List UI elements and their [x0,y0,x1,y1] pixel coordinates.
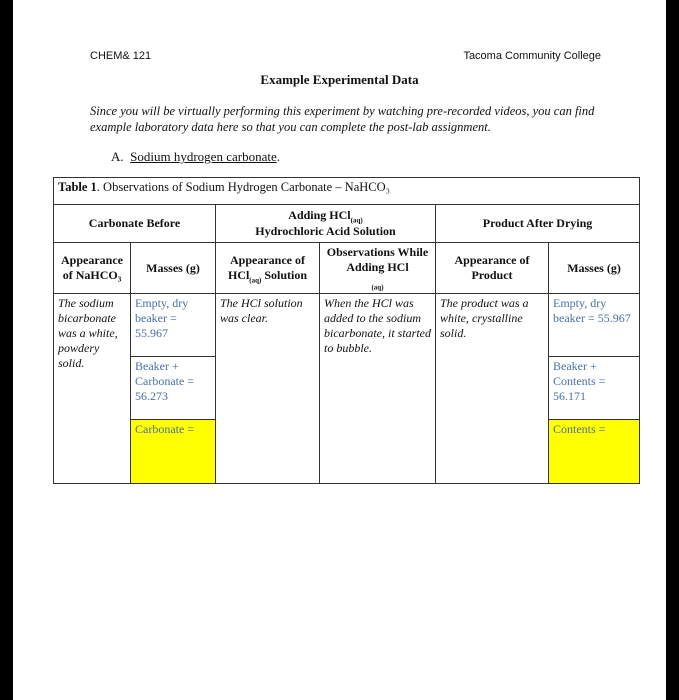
group-adding-hcl-line2: Hydrochloric Acid Solution [255,224,396,239]
page-title: Example Experimental Data [260,72,419,87]
cell-mass-beaker-contents: Beaker + Contents = 56.171 [549,357,640,420]
col-appearance-hcl [216,243,320,294]
cell-nahco3-appearance: The sodium bicarbonate was a white, powdery solid. [54,294,131,484]
section-heading [111,149,280,165]
col-observations-sub: (aq) [371,283,384,292]
group-carbonate-before: Carbonate Before [54,205,216,243]
cell-observations: When the HCl was added to the sodium bicarbonate, it started to bubble. [320,294,436,484]
col-appearance-hcl-line1: Appearance of [230,252,305,267]
col-appearance-product: Appearance of Product [436,243,549,294]
section-letter: A. [111,149,124,164]
col-masses-before: Masses (g) [131,243,216,294]
col-observations-text: Observations While Adding HCl [326,245,429,274]
observations-table [53,177,640,484]
group-adding-hcl-line1: Adding HCl [288,207,351,222]
col-appearance-hcl-sub: (aq) [249,275,262,284]
col-appearance-nahco3: Appearance of NaHCO₃ [54,243,131,294]
col-masses-after: Masses (g) [549,243,640,294]
section-label: Sodium hydrogen carbonate [130,149,277,164]
caption-text: . Observations of Sodium Hydrogen Carbonate – NaHCO₃ [96,180,390,194]
college-name: Tacoma Community College [463,50,601,62]
col-appearance-hcl-line2: HCl [227,267,250,282]
cell-mass-carbonate[interactable]: Carbonate = [131,420,216,484]
cell-mass-contents[interactable]: Contents = [549,420,640,484]
caption-label: Table 1 [58,180,97,194]
group-adding-hcl-sub: (aq) [350,216,363,225]
table-caption [54,178,640,205]
intro-paragraph: Since you will be virtually performing this experiment by watching pre-recorded videos, you can find example laboratory data here so that you can complete the post-lab assignment. [90,104,595,134]
section-period: . [276,149,280,164]
group-adding-hcl [216,205,436,243]
cell-product-appearance: The product was a white, crystalline solid. [436,294,549,484]
cell-hcl-appearance: The HCl solution was clear. [216,294,320,484]
col-observations [320,243,436,294]
cell-mass-beaker-carbonate: Beaker + Carbonate = 56.273 [131,357,216,420]
col-appearance-hcl-line3: Solution [264,267,308,282]
course-code: CHEM& 121 [90,50,152,62]
group-product-after: Product After Drying [436,205,640,243]
cell-mass-empty-beaker-after: Empty, dry beaker = 55.967 [549,294,640,357]
cell-mass-empty-beaker-before: Empty, dry beaker = 55.967 [131,294,216,357]
document-page [13,0,666,700]
